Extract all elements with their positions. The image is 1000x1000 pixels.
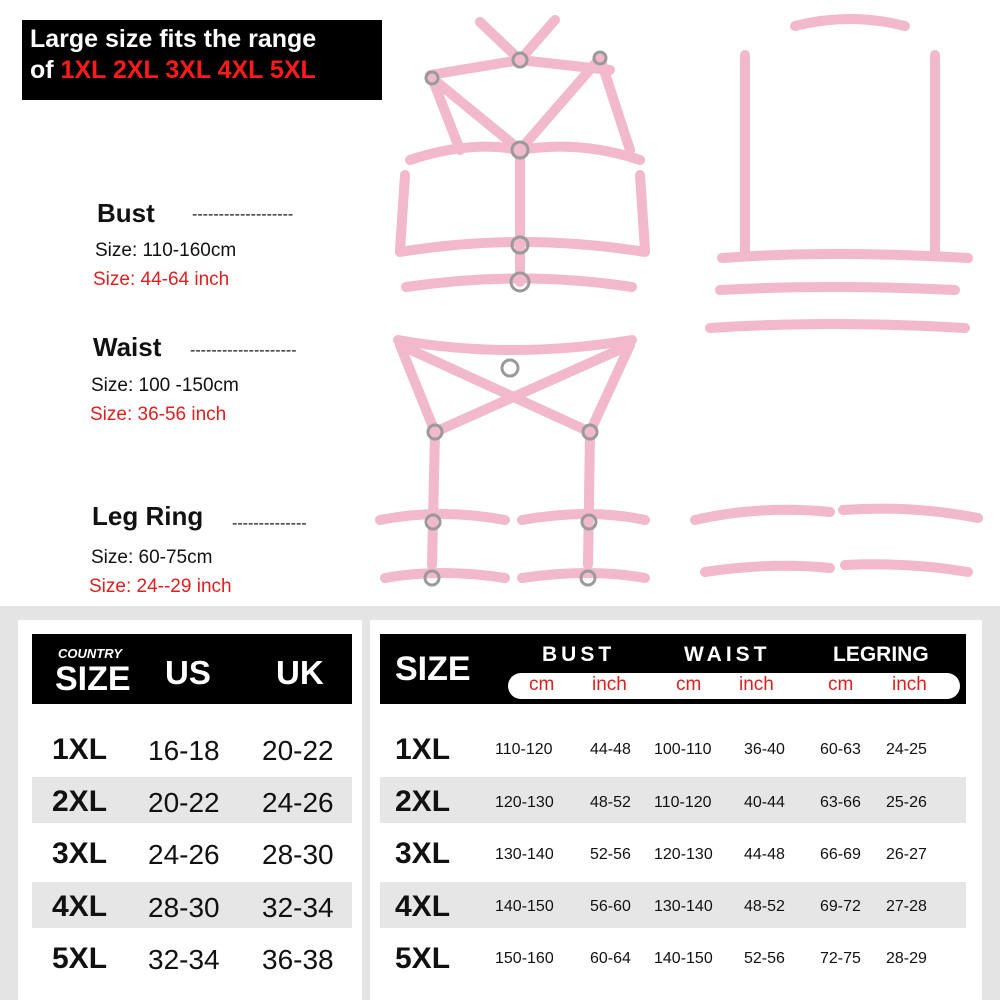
bust-leader-line: ------------------- (192, 206, 294, 223)
banner-line-2 (30, 55, 382, 86)
harness-product-illustration (370, 10, 1000, 610)
leg-ring-size-cm: Size: 60-75cm (91, 547, 213, 568)
row-4xl-uk: 32-34 (262, 892, 334, 923)
metal-ring (502, 360, 518, 376)
row-3xl-uk: 28-30 (262, 839, 334, 870)
row-2xl-leg-cm: 63-66 (820, 794, 861, 811)
country-label: COUNTRY (58, 646, 123, 661)
row-2xl-waist-cm: 110-120 (654, 794, 712, 811)
row-5xl-size: 5XL (52, 942, 108, 975)
banner-line-1: Large size fits the range (30, 25, 317, 53)
us-header: US (165, 654, 211, 691)
row-1xl-waist-cm: 100-110 (654, 741, 712, 758)
row-2xl-waist-inch: 40-44 (744, 794, 785, 811)
bust-size-inch: Size: 44-64 inch (93, 269, 230, 290)
unit-waist-cm: cm (676, 674, 702, 695)
row-4xl-leg-cm: 69-72 (820, 898, 861, 915)
right-size-header: SIZE (395, 650, 471, 688)
leg-ring-size-inch: Size: 24--29 inch (89, 576, 232, 597)
row-4xl-size: 4XL (52, 890, 108, 923)
unit-leg-cm: cm (828, 674, 854, 695)
row-1xl-bust-cm: 110-120 (495, 741, 553, 758)
legring-header: LEGRING (833, 643, 929, 666)
row-3xl-waist-inch: 44-48 (744, 846, 785, 863)
unit-leg-inch: inch (892, 674, 927, 695)
row-1xl-bust-inch: 44-48 (590, 741, 631, 758)
row-1xl-uk: 20-22 (262, 735, 334, 766)
row-2xl-size-right: 2XL (395, 785, 451, 818)
row-3xl-leg-cm: 66-69 (820, 846, 861, 863)
back-leg-rings (695, 509, 978, 572)
leg-ring-title: Leg Ring (92, 501, 204, 531)
uk-header: UK (276, 654, 324, 691)
row-1xl-size-right: 1XL (395, 733, 451, 766)
bust-title: Bust (97, 198, 155, 228)
row-3xl-size: 3XL (52, 837, 108, 870)
row-5xl-leg-cm: 72-75 (820, 950, 861, 967)
row-2xl-leg-inch: 25-26 (886, 794, 927, 811)
row-2xl-bust-inch: 48-52 (590, 794, 631, 811)
row-3xl-leg-inch: 26-27 (886, 846, 927, 863)
row-3xl-us: 24-26 (148, 839, 220, 870)
unit-waist-inch: inch (739, 674, 774, 695)
row-1xl-leg-inch: 24-25 (886, 741, 927, 758)
row-5xl-waist-inch: 52-56 (744, 950, 785, 967)
unit-bust-inch: inch (592, 674, 627, 695)
unit-bust-cm: cm (529, 674, 555, 695)
row-2xl-bust-cm: 120-130 (495, 794, 554, 811)
waist-header: WAIST (684, 643, 771, 666)
waist-title: Waist (93, 332, 162, 362)
row-4xl-size-right: 4XL (395, 890, 451, 923)
row-1xl-leg-cm: 60-63 (820, 741, 861, 758)
row-5xl-bust-inch: 60-64 (590, 950, 631, 967)
row-1xl-us: 16-18 (148, 735, 220, 766)
row-2xl-us: 20-22 (148, 787, 220, 818)
row-5xl-waist-cm: 140-150 (654, 950, 713, 967)
row-4xl-leg-inch: 27-28 (886, 898, 927, 915)
row-2xl-uk: 24-26 (262, 787, 334, 818)
row-4xl-waist-cm: 130-140 (654, 898, 713, 915)
row-3xl-size-right: 3XL (395, 837, 451, 870)
banner-line-2-prefix: of (30, 56, 61, 84)
row-5xl-bust-cm: 150-160 (495, 950, 554, 967)
row-5xl-uk: 36-38 (262, 944, 334, 975)
row-5xl-size-right: 5XL (395, 942, 451, 975)
row-4xl-bust-cm: 140-150 (495, 898, 554, 915)
row-4xl-us: 28-30 (148, 892, 220, 923)
banner-size-list: 1XL 2XL 3XL 4XL 5XL (60, 56, 316, 84)
row-5xl-us: 32-34 (148, 944, 220, 975)
front-top-harness (400, 20, 645, 287)
row-1xl-size: 1XL (52, 733, 108, 766)
row-3xl-waist-cm: 120-130 (654, 846, 713, 863)
row-4xl-bust-inch: 56-60 (590, 898, 631, 915)
waist-size-cm: Size: 100 -150cm (91, 375, 239, 396)
bust-size-cm: Size: 110-160cm (95, 240, 237, 261)
size-range-banner (22, 20, 382, 100)
row-3xl-bust-cm: 130-140 (495, 846, 554, 863)
bust-header: BUST (542, 643, 616, 666)
row-1xl-waist-inch: 36-40 (744, 741, 785, 758)
leg-ring-leader-line: -------------- (232, 515, 307, 532)
waist-leader-line: -------------------- (190, 342, 297, 359)
row-4xl-waist-inch: 48-52 (744, 898, 785, 915)
left-size-header: SIZE (55, 660, 131, 698)
back-top-harness (710, 19, 968, 328)
row-3xl-bust-inch: 52-56 (590, 846, 631, 863)
row-2xl-size: 2XL (52, 785, 108, 818)
row-5xl-leg-inch: 28-29 (886, 950, 927, 967)
waist-size-inch: Size: 36-56 inch (90, 404, 227, 425)
